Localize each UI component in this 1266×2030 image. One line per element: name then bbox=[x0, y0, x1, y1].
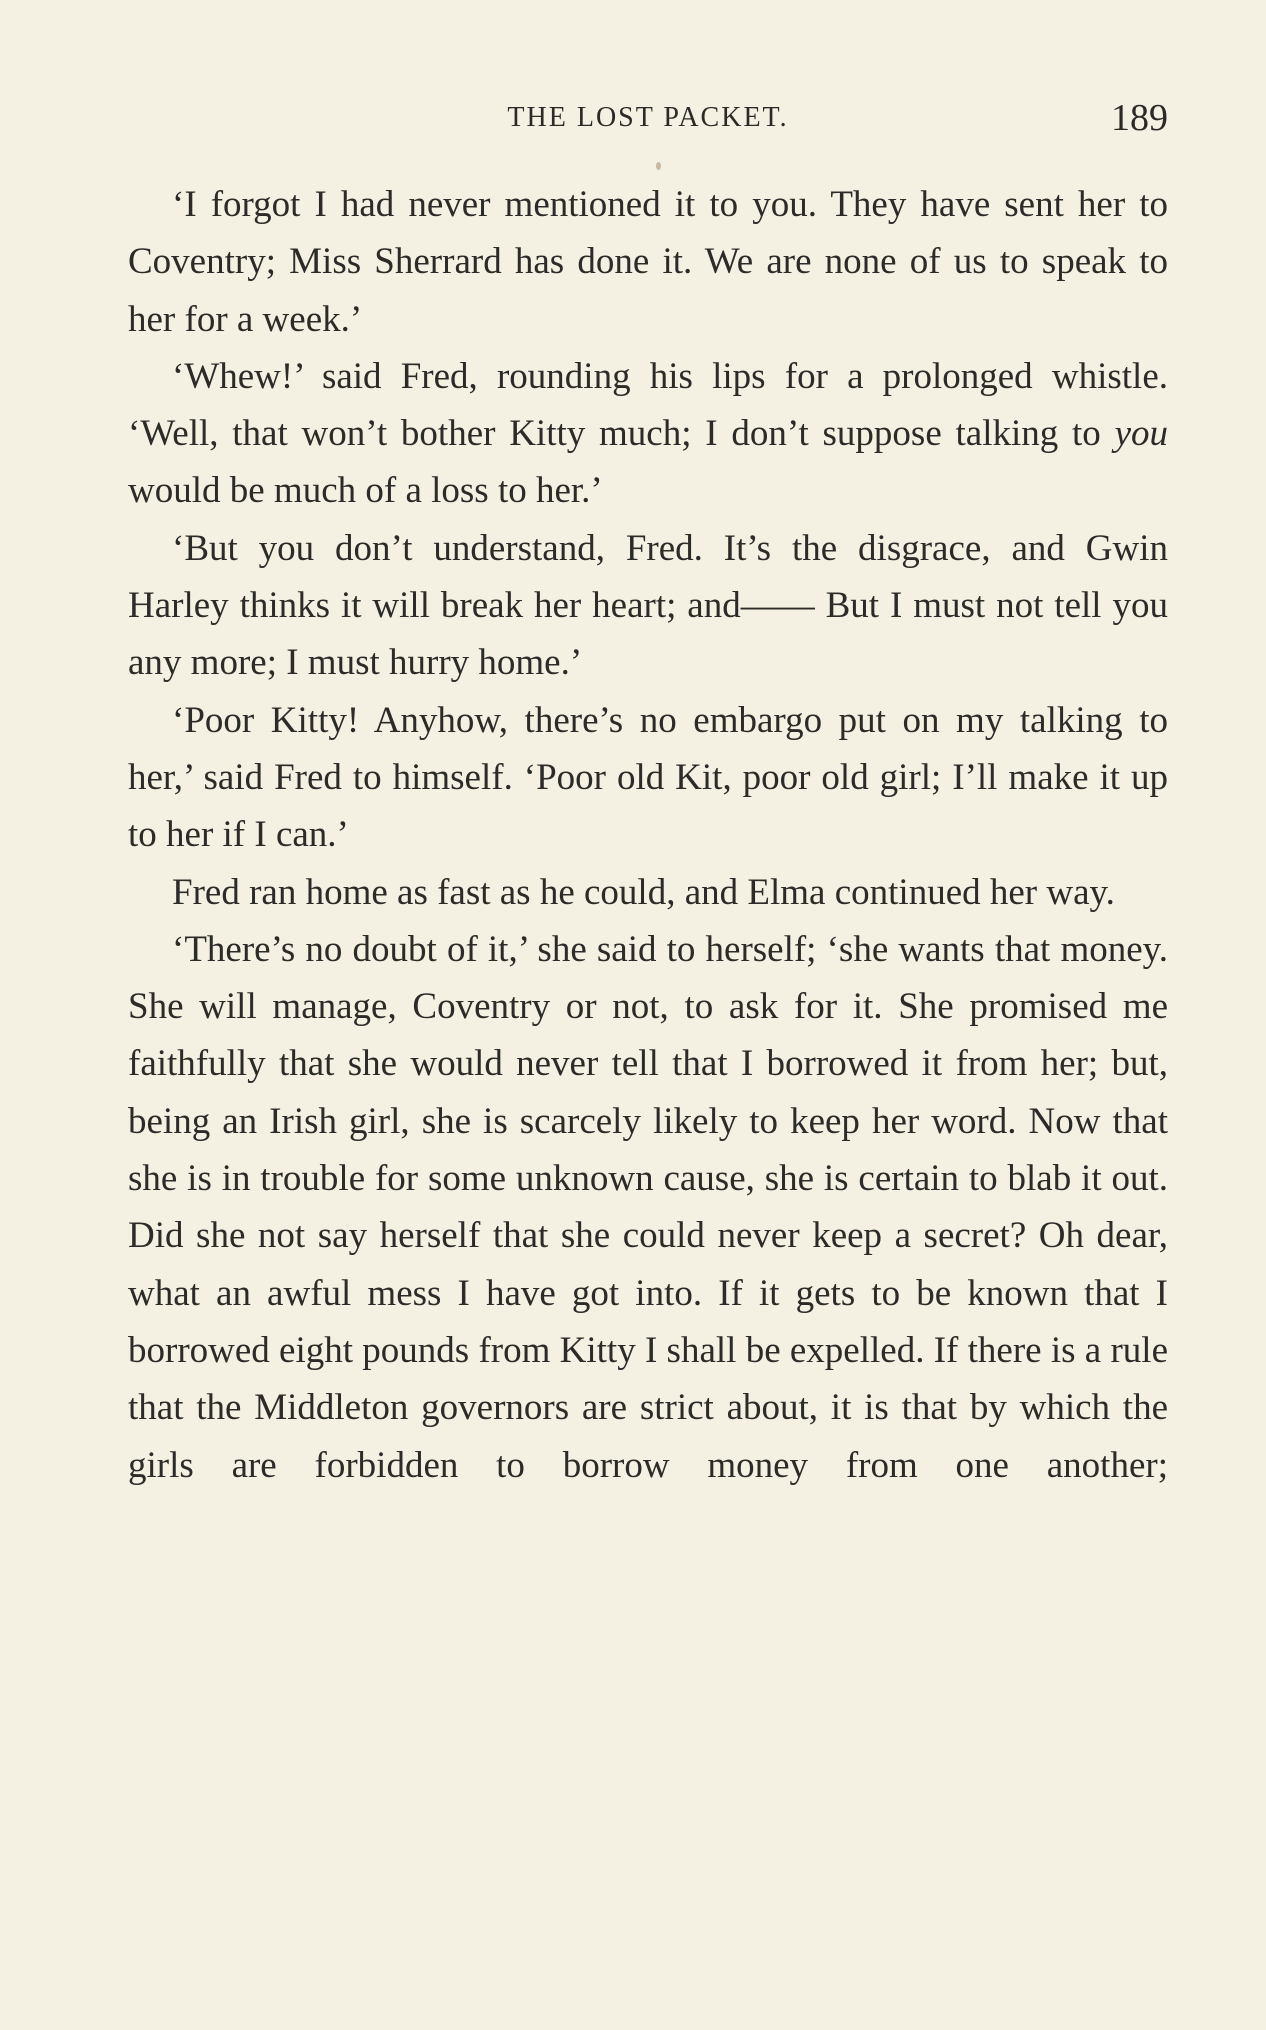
paragraph-2-text-end: would be much of a loss to her.’ bbox=[128, 470, 603, 512]
page-number: 189 bbox=[1111, 97, 1168, 139]
emphasis-you: you bbox=[1114, 413, 1168, 455]
running-title: THE LOST PACKET. bbox=[507, 102, 789, 133]
paragraph-2-text: ‘Whew!’ said Fred, rounding his lips for a prolonged whistle. ‘Well, that won’t bother Kitty much; I don’t suppose talking to bbox=[128, 355, 1168, 455]
running-head bbox=[128, 96, 1168, 146]
paragraph-2 bbox=[128, 348, 1168, 520]
paragraph-5: Fred ran home as fast as he could, and Elma continued her way. bbox=[172, 871, 1115, 913]
paragraph-6: ‘There’s no doubt of it,’ she said to herself; ‘she wants that money. She will manage, Coventry or not, to ask for it. She promised me faithfully that she would never tell that I borrowed it from her; but, being an Irish girl, she is scarcely likely to keep her word. Now that she is in trouble for some unknown cause, she is certain to blab it out. Did she not say herself that she could never keep a secret? Oh dear, what an awful mess I have got into. If it gets to be known that I borrowed eight pounds from Kitty I shall be expelled. If there is a rule that the Middleton governors are strict about, it is that by which the girls are forbidden to borrow money from one another; bbox=[128, 928, 1168, 1486]
paragraph-3: ‘But you don’t understand, Fred. It’s the disgrace, and Gwin Harley thinks it will break her heart; and—— But I must not tell you any more; I must hurry home.’ bbox=[128, 527, 1168, 684]
print-speck bbox=[656, 162, 661, 170]
body-text bbox=[128, 176, 1168, 1494]
paragraph-1: ‘I forgot I had never mentioned it to you. They have sent her to Coventry; Miss Sherrard has done it. We are none of us to speak to her for a week.’ bbox=[128, 184, 1168, 340]
paragraph-4: ‘Poor Kitty! Anyhow, there’s no embargo put on my talking to her,’ said Fred to himself. ‘Poor old Kit, poor old girl; I’ll make it up to her if I can.’ bbox=[128, 699, 1168, 856]
